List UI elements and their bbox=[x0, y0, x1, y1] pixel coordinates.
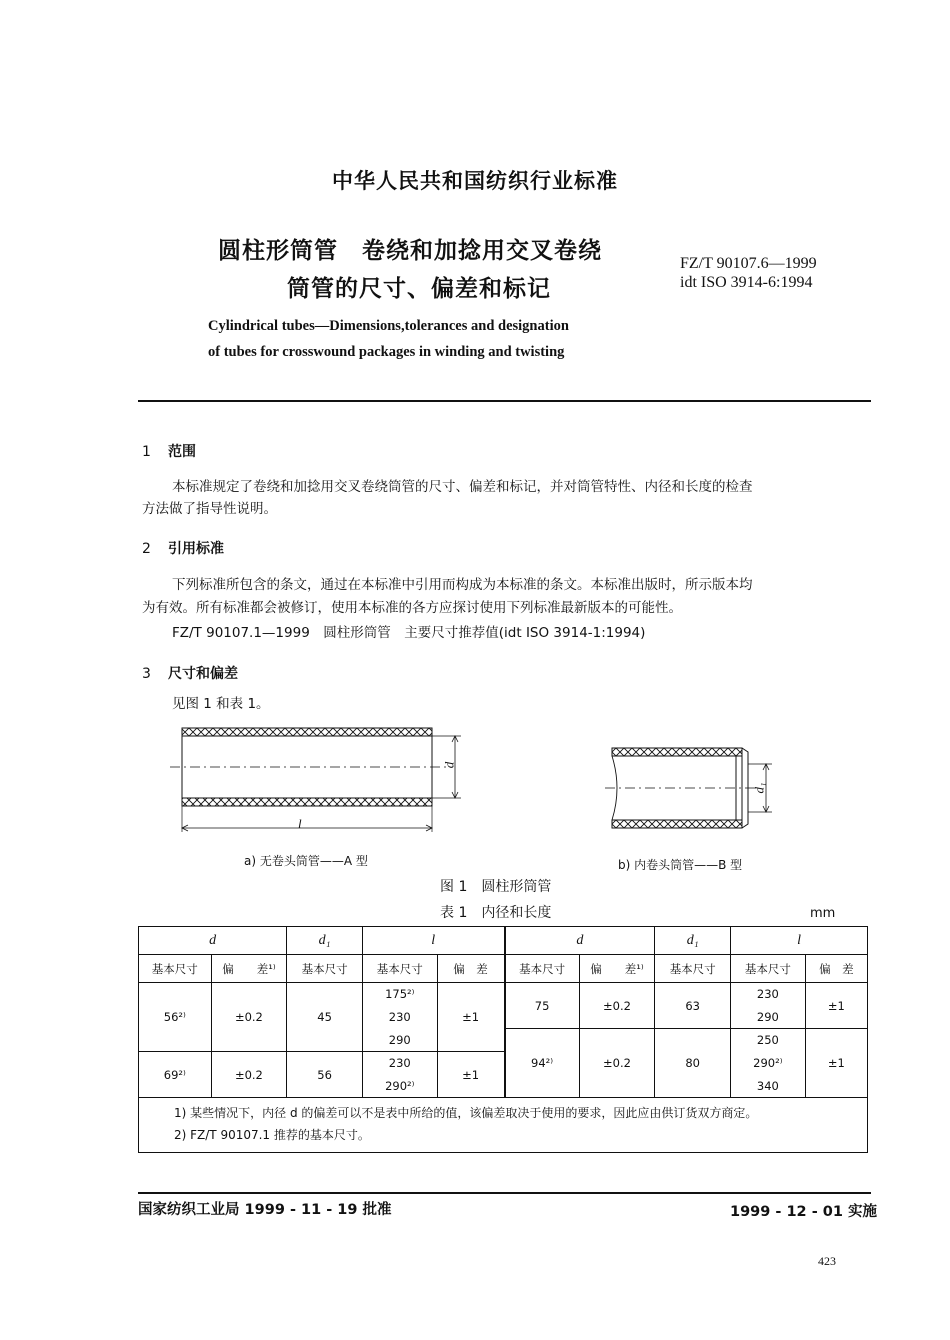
english-title-line-2: of tubes for crosswound packages in winding and twisting bbox=[208, 344, 565, 360]
table-notes-row bbox=[139, 1098, 868, 1153]
table-notes bbox=[139, 1098, 868, 1153]
implementation-date: 1999 - 12 - 01 实施 bbox=[730, 1204, 877, 1220]
cell-d: 94²⁾ bbox=[505, 1029, 580, 1098]
cell-l: 230 bbox=[731, 983, 806, 1006]
subheader-cell: 基本尺寸 bbox=[287, 955, 363, 983]
subheader-cell: 偏 差 bbox=[805, 955, 867, 983]
cell-d1: 63 bbox=[655, 983, 731, 1029]
cell-l: 175²⁾ bbox=[362, 983, 437, 1006]
reference-paragraph-line-1: 下列标准所包含的条文，通过在本标准中引用而构成为本标准的条文。本标准出版时，所示版本均 bbox=[172, 577, 753, 593]
see-figure-text: 见图 1 和表 1。 bbox=[172, 696, 270, 712]
standard-code bbox=[680, 254, 817, 292]
cell-l: 250 bbox=[731, 1029, 806, 1052]
section-number: 2 bbox=[142, 541, 151, 557]
table-note-2: 2) FZ/T 90107.1 推荐的基本尺寸。 bbox=[174, 1128, 370, 1142]
figure-title: 图 1 圆柱形筒管 bbox=[440, 879, 552, 895]
iso-equivalent: idt ISO 3914-6:1994 bbox=[680, 274, 813, 291]
standard-category: 中华人民共和国纺织行业标准 bbox=[332, 169, 618, 193]
table-row bbox=[139, 1052, 868, 1075]
header-divider bbox=[138, 400, 871, 402]
cell-d1: 45 bbox=[287, 983, 363, 1052]
figure-a-l-label: l bbox=[298, 816, 302, 831]
cell-l-tolerance: ±1 bbox=[805, 1029, 867, 1098]
scope-paragraph-line-2: 方法做了指导性说明。 bbox=[142, 501, 277, 517]
title-line-2: 筒管的尺寸、偏差和标记 bbox=[287, 276, 551, 302]
cell-d1: 56 bbox=[287, 1052, 363, 1098]
cell-tolerance: ±0.2 bbox=[211, 1052, 287, 1098]
subheader-cell: 基本尺寸 bbox=[362, 955, 437, 983]
tube-type-a-drawing bbox=[165, 720, 475, 840]
cell-l: 230 bbox=[362, 1052, 437, 1075]
section-number: 1 bbox=[142, 444, 151, 460]
figure-a-caption: a) 无卷头筒管——A 型 bbox=[244, 854, 368, 868]
cell-l: 230 bbox=[362, 1006, 437, 1029]
cell-d: 69²⁾ bbox=[139, 1052, 212, 1098]
subheader-cell: 偏 差¹⁾ bbox=[211, 955, 287, 983]
header-d1: d₁ bbox=[655, 927, 731, 955]
cell-tolerance: ±0.2 bbox=[579, 983, 655, 1029]
table-unit: mm bbox=[810, 906, 836, 921]
page-number: 423 bbox=[818, 1254, 836, 1268]
english-title bbox=[208, 313, 569, 365]
title-line-1: 圆柱形筒管 卷绕和加捻用交叉卷绕 bbox=[218, 238, 602, 264]
cell-tolerance: ±0.2 bbox=[579, 1029, 655, 1098]
subheader-cell: 基本尺寸 bbox=[731, 955, 806, 983]
subheader-cell: 偏 差¹⁾ bbox=[579, 955, 655, 983]
subheader-cell: 基本尺寸 bbox=[505, 955, 580, 983]
cell-l-tolerance: ±1 bbox=[805, 983, 867, 1029]
english-title-line-1: Cylindrical tubes—Dimensions,tolerances and designation bbox=[208, 318, 569, 334]
table-row bbox=[139, 983, 868, 1006]
header-l: l bbox=[731, 927, 868, 955]
reference-paragraph-line-2: 为有效。所有标准都会被修订，使用本标准的各方应探讨使用下列标准最新版本的可能性。 bbox=[142, 600, 682, 616]
section-title: 范围 bbox=[168, 444, 196, 460]
table-note-1: 1) 某些情况下，内径 d 的偏差可以不是表中所给的值，该偏差取决于使用的要求，因此应由供订货双方商定。 bbox=[174, 1106, 758, 1120]
cell-l-tolerance: ±1 bbox=[437, 1052, 504, 1098]
scope-paragraph-line-1: 本标准规定了卷绕和加捻用交叉卷绕筒管的尺寸、偏差和标记，并对筒管特性、内径和长度的检查 bbox=[172, 479, 753, 495]
dimensions-table bbox=[138, 926, 868, 1153]
section-3-heading bbox=[142, 663, 238, 683]
cell-tolerance: ±0.2 bbox=[211, 983, 287, 1052]
section-number: 3 bbox=[142, 666, 151, 682]
header-d: d bbox=[505, 927, 655, 955]
cell-l: 290 bbox=[731, 1006, 806, 1029]
figure-b-caption: b) 内卷头筒管——B 型 bbox=[618, 858, 743, 872]
section-title: 尺寸和偏差 bbox=[168, 666, 238, 682]
section-2-heading bbox=[142, 538, 224, 558]
cell-l-tolerance: ±1 bbox=[437, 983, 504, 1052]
cell-l: 290²⁾ bbox=[731, 1052, 806, 1075]
table-title: 表 1 内径和长度 bbox=[440, 905, 552, 921]
cell-d: 56²⁾ bbox=[139, 983, 212, 1052]
footer-divider bbox=[138, 1192, 871, 1194]
table-sub-header-row bbox=[139, 955, 868, 983]
approval-info: 国家纺织工业局 1999 - 11 - 19 批准 bbox=[138, 1202, 392, 1218]
cell-d: 75 bbox=[505, 983, 580, 1029]
figure-a-d-label: d bbox=[441, 761, 457, 769]
reference-item: FZ/T 90107.1—1999 圆柱形筒管 主要尺寸推荐值(idt ISO 3914-1:1994) bbox=[172, 625, 646, 641]
standard-number: FZ/T 90107.6—1999 bbox=[680, 255, 817, 272]
subheader-cell: 基本尺寸 bbox=[139, 955, 212, 983]
header-l: l bbox=[362, 927, 504, 955]
figure-b-d1-label: d₁ bbox=[751, 782, 767, 794]
header-d1: d₁ bbox=[287, 927, 363, 955]
section-title: 引用标准 bbox=[168, 541, 224, 557]
subheader-cell: 基本尺寸 bbox=[655, 955, 731, 983]
header-d: d bbox=[139, 927, 287, 955]
cell-l: 340 bbox=[731, 1075, 806, 1098]
table-group-header-row bbox=[139, 927, 868, 955]
cell-d1: 80 bbox=[655, 1029, 731, 1098]
section-1-heading bbox=[142, 441, 196, 461]
cell-l: 290²⁾ bbox=[362, 1075, 437, 1098]
cell-l: 290 bbox=[362, 1029, 437, 1052]
subheader-cell: 偏 差 bbox=[437, 955, 504, 983]
